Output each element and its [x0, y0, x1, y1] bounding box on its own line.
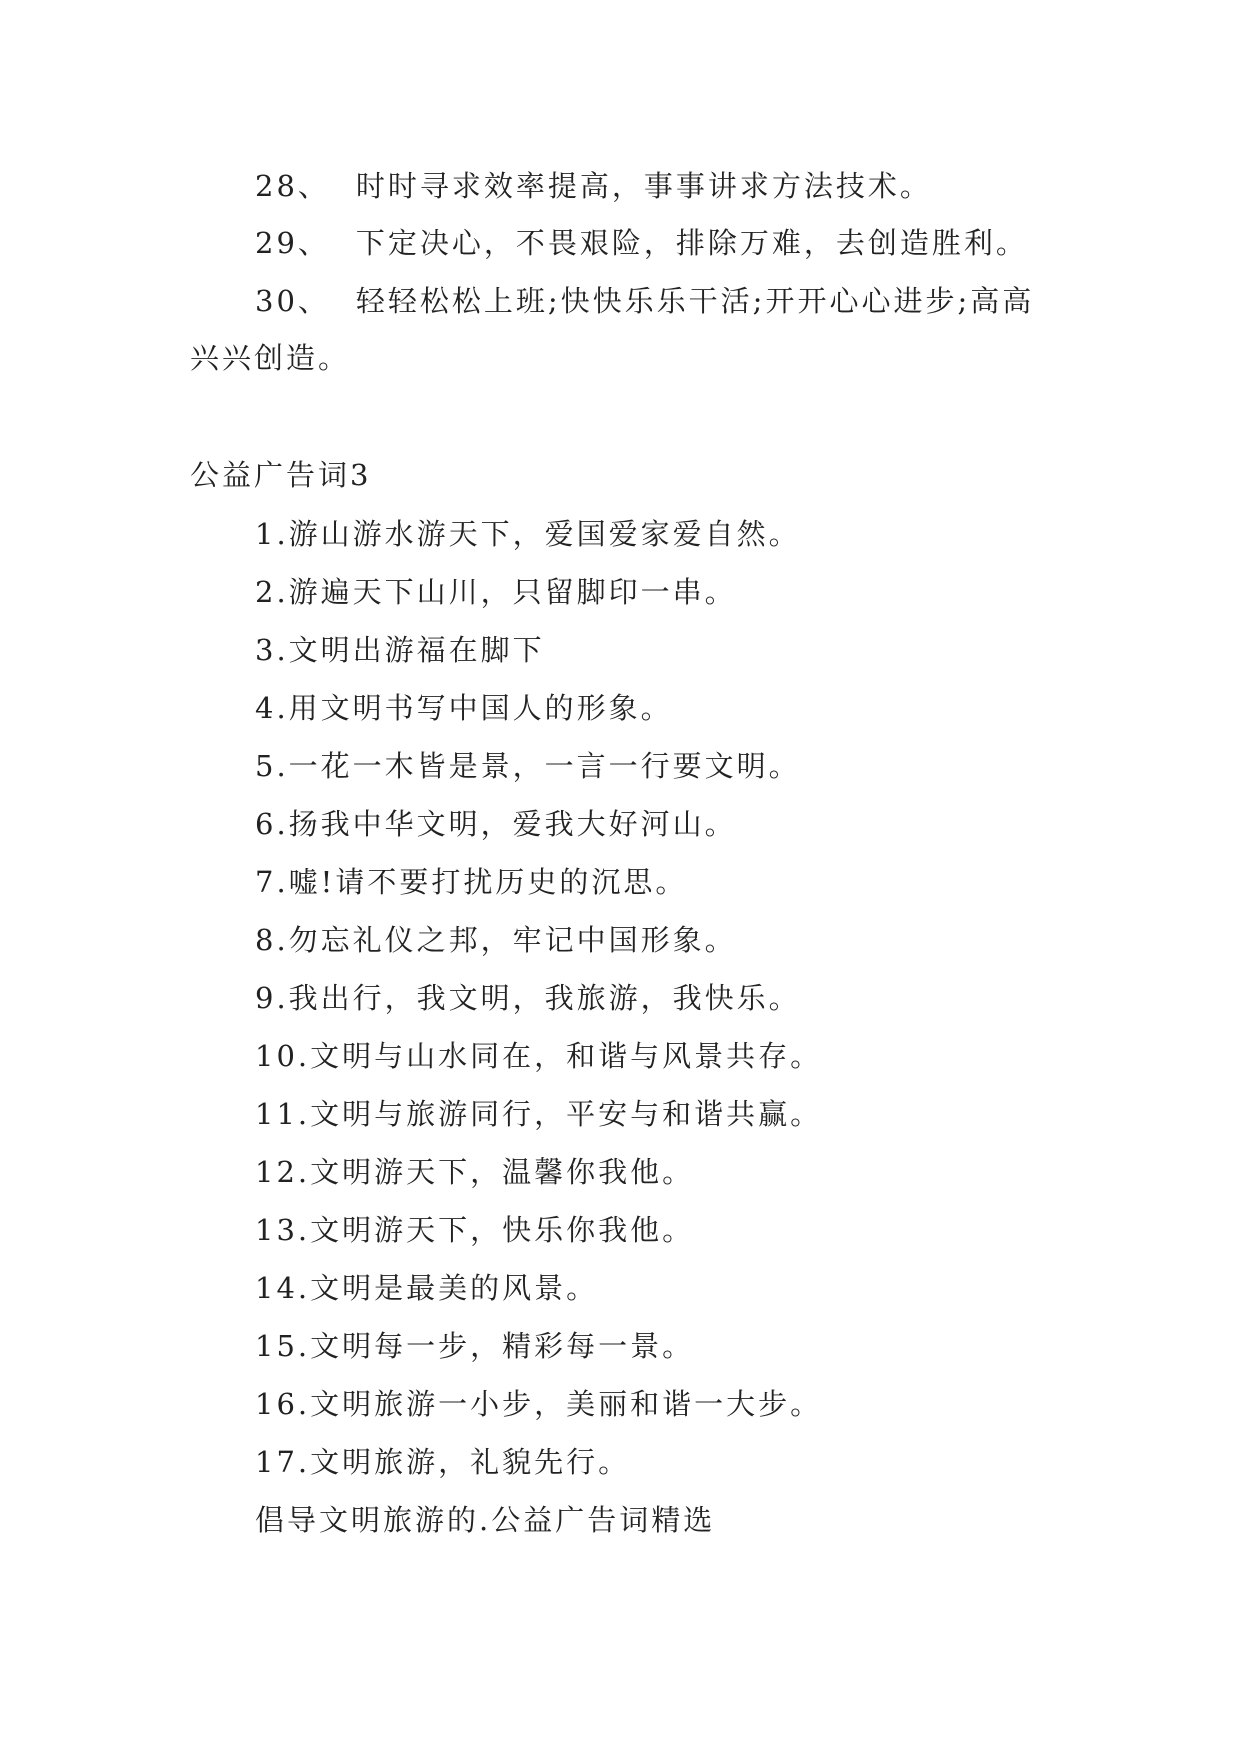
list-item: 17.文明旅游，礼貌先行。	[255, 1445, 631, 1479]
item-text: 轻轻松松上班;快快乐乐干活;开开心心进步;高高	[355, 284, 1035, 318]
list-item: 7.嘘!请不要打扰历史的沉思。	[255, 865, 688, 899]
list-item: 3.文明出游福在脚下	[255, 633, 545, 667]
item-number: 28、	[255, 169, 330, 203]
list-item: 11.文明与旅游同行，平安与和谐共赢。	[255, 1097, 823, 1131]
list-item: 4.用文明书写中国人的形象。	[255, 691, 673, 725]
section-title: 公益广告词3	[190, 458, 372, 492]
list-item: 2.游遍天下山川，只留脚印一串。	[255, 575, 737, 609]
list-item-28	[255, 168, 932, 204]
list-item-30-continuation: 兴兴创造。	[190, 341, 351, 375]
list-item: 8.勿忘礼仪之邦，牢记中国形象。	[255, 923, 737, 957]
list-item: 10.文明与山水同在，和谐与风景共存。	[255, 1039, 823, 1073]
list-item: 13.文明游天下，快乐你我他。	[255, 1213, 695, 1247]
list-item: 16.文明旅游一小步，美丽和谐一大步。	[255, 1387, 823, 1421]
list-item: 15.文明每一步，精彩每一景。	[255, 1329, 695, 1363]
footer-heading: 倡导文明旅游的.公益广告词精选	[255, 1503, 716, 1537]
list-item: 1.游山游水游天下，爱国爱家爱自然。	[255, 517, 801, 551]
list-item-30	[255, 283, 1034, 319]
list-item: 6.扬我中华文明，爱我大好河山。	[255, 807, 737, 841]
list-item: 12.文明游天下，温馨你我他。	[255, 1155, 695, 1189]
list-item: 14.文明是最美的风景。	[255, 1271, 599, 1305]
item-number: 29、	[255, 226, 330, 260]
list-item-29	[255, 225, 1028, 261]
list-item: 5.一花一木皆是景，一言一行要文明。	[255, 749, 801, 783]
item-number: 30、	[255, 284, 330, 318]
item-text: 时时寻求效率提高，事事讲求方法技术。	[355, 169, 932, 203]
list-item: 9.我出行，我文明，我旅游，我快乐。	[255, 981, 801, 1015]
item-text: 下定决心，不畏艰险，排除万难，去创造胜利。	[355, 226, 1028, 260]
